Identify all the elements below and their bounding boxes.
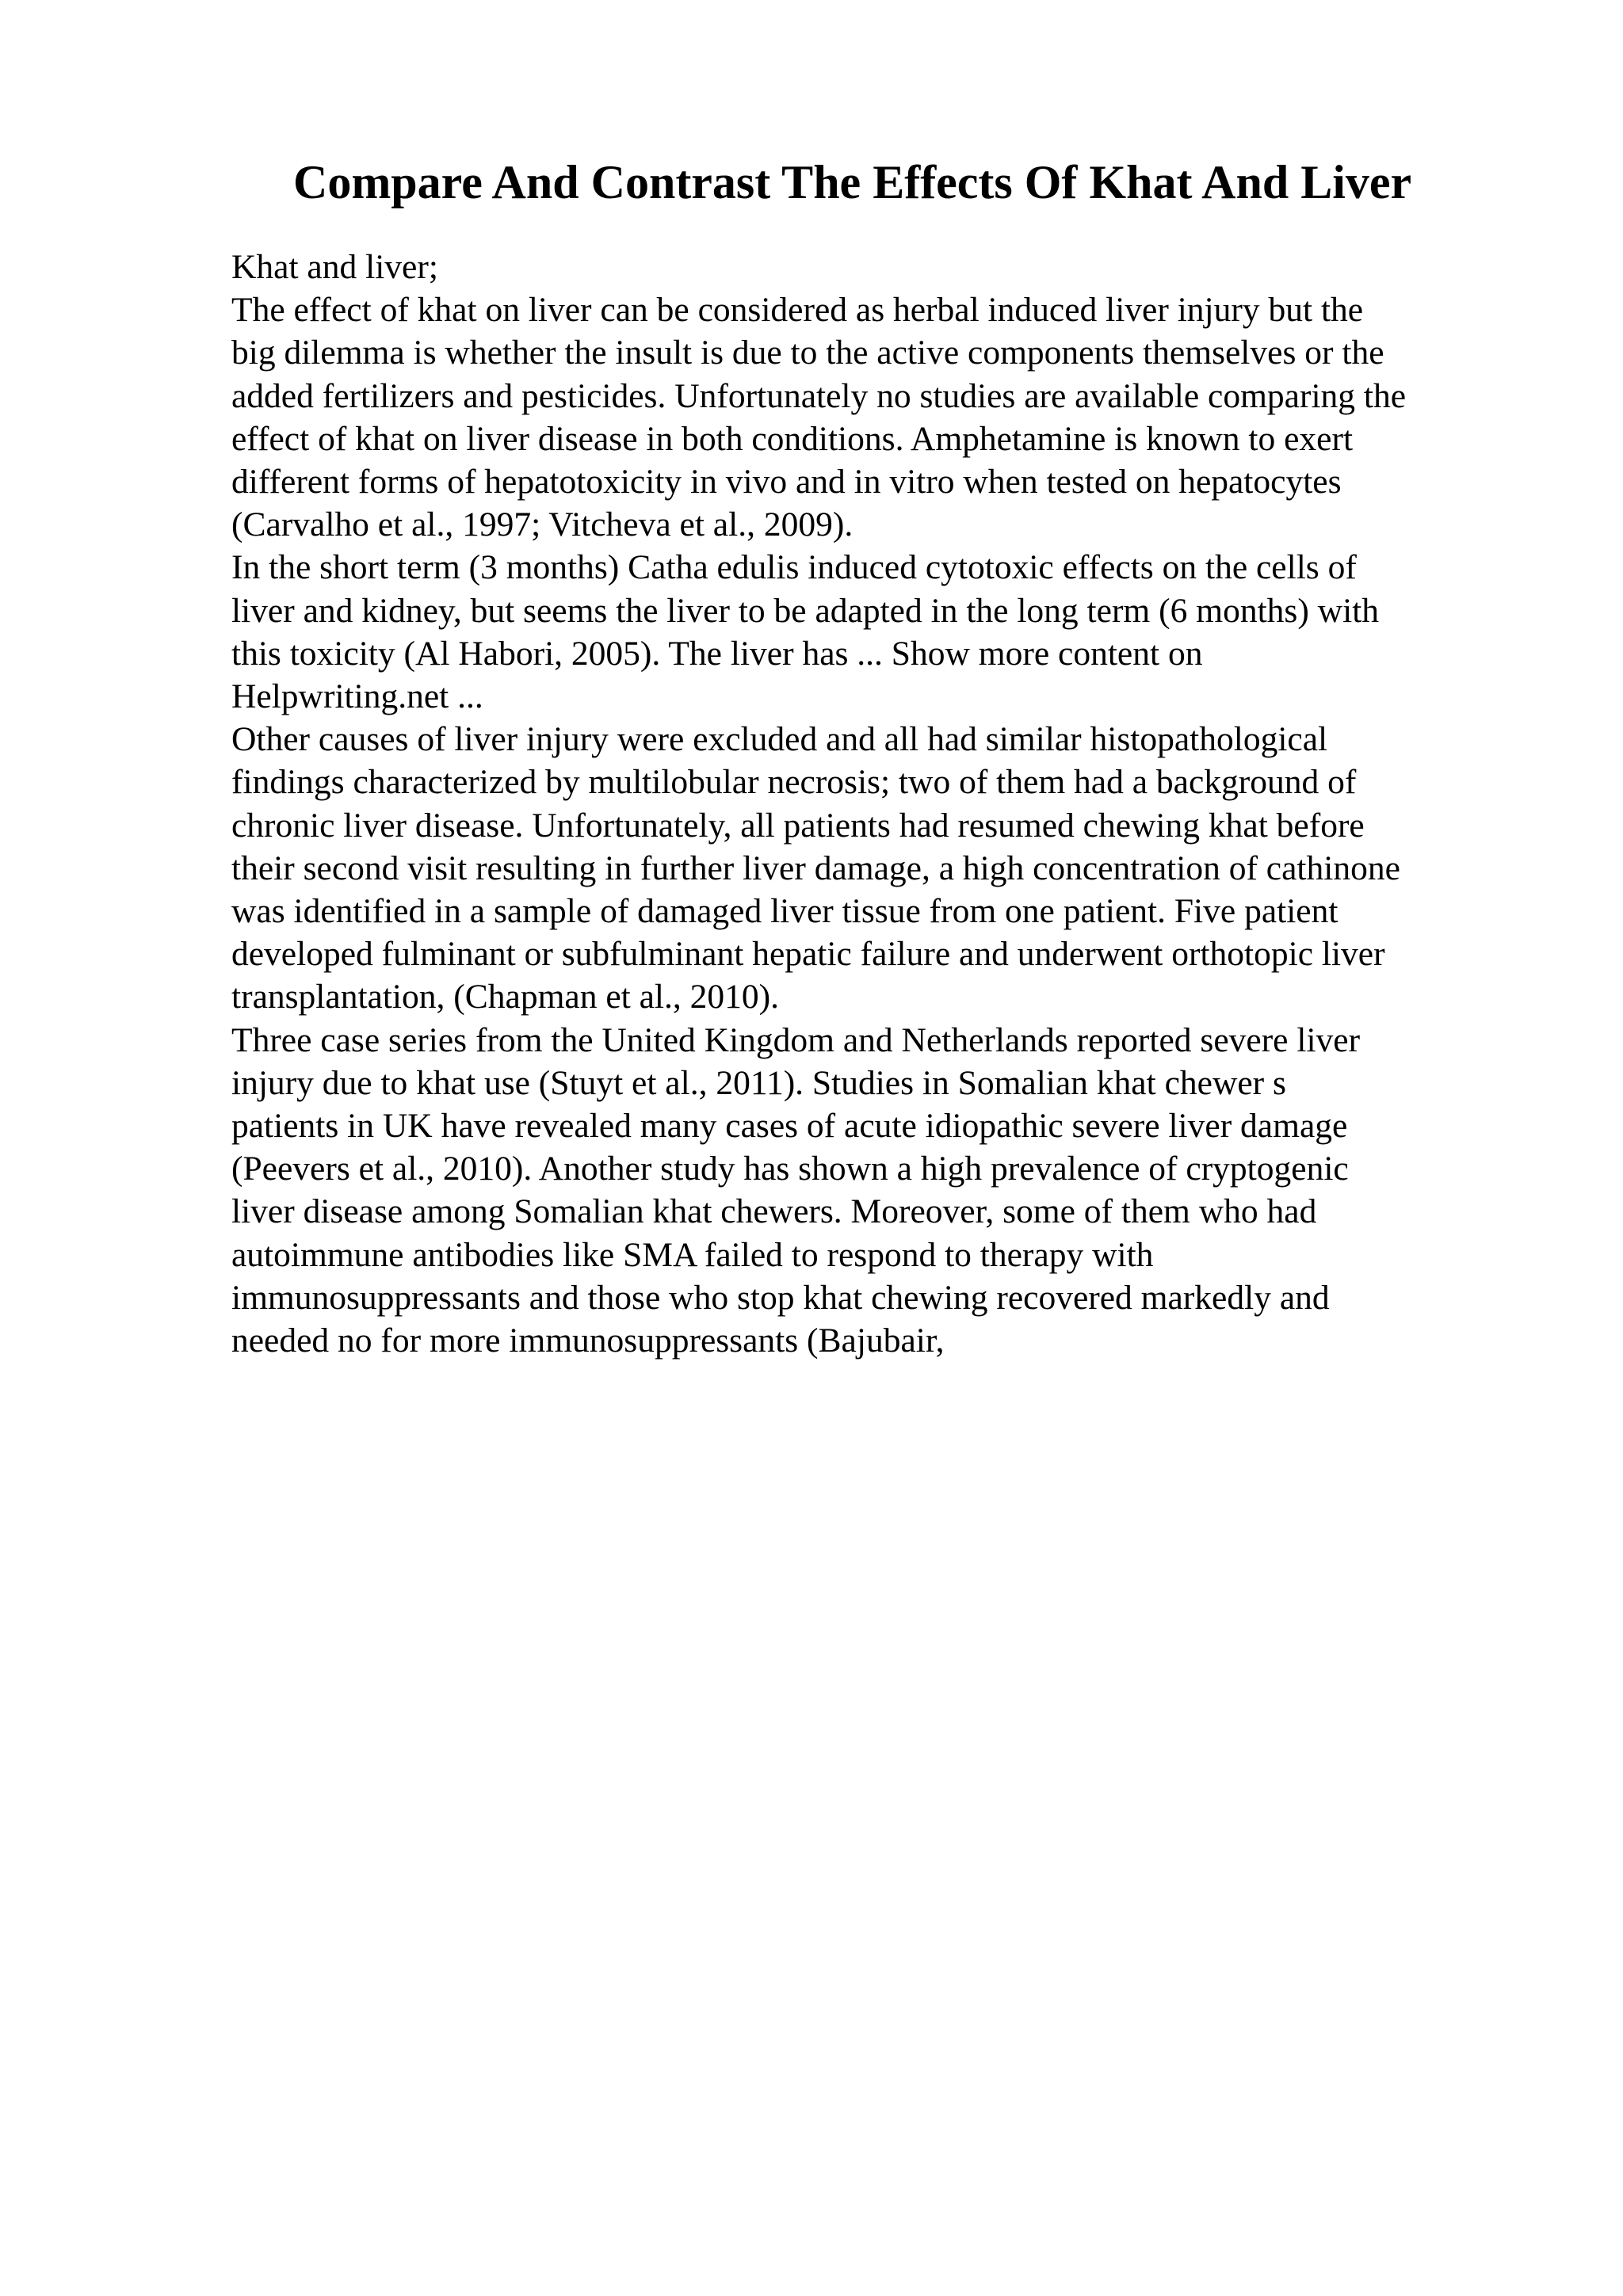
text-line: effect of khat on liver disease in both conditions. Amphetamine is known to exert [231, 419, 1354, 458]
text-line: developed fulminant or subfulminant hepatic failure and underwent orthotopic liver [231, 935, 1385, 974]
text-line: was identified in a sample of damaged liver tissue from one patient. Five patient [231, 892, 1338, 931]
text-line: (Carvalho et al., 1997; Vitcheva et al., 2009). [231, 505, 854, 544]
document-body [231, 246, 1515, 1362]
text-line: Helpwriting.net ... [231, 677, 483, 716]
text-line: transplantation, (Chapman et al., 2010). [231, 978, 779, 1016]
document-title: Compare And Contrast The Effects Of Khat And Liver [293, 156, 1412, 208]
text-line: added fertilizers and pesticides. Unfortunately no studies are available comparing the [231, 376, 1407, 415]
text-line: In the short term (3 months) Catha edulis induced cytotoxic effects on the cells of [231, 548, 1357, 587]
text-line: chronic liver disease. Unfortunately, all patients had resumed chewing khat before [231, 806, 1365, 845]
text-line: immunosuppressants and those who stop khat chewing recovered markedly and [231, 1278, 1330, 1317]
text-line: injury due to khat use (Stuyt et al., 2011). Studies in Somalian khat chewer s [231, 1063, 1286, 1102]
text-line: liver disease among Somalian khat chewers. Moreover, some of them who had [231, 1192, 1317, 1231]
text-line: this toxicity (Al Habori, 2005). The liver has ... Show more content on [231, 634, 1203, 673]
text-line: Khat and liver; [231, 248, 438, 286]
text-line: their second visit resulting in further liver damage, a high concentration of cathinone [231, 849, 1400, 887]
text-line: Three case series from the United Kingdom and Netherlands reported severe liver [231, 1020, 1361, 1059]
text-line: needed no for more immunosuppressants (Bajubair, [231, 1322, 945, 1360]
text-line: autoimmune antibodies like SMA failed to respond to therapy with [231, 1235, 1154, 1274]
text-line: findings characterized by multilobular necrosis; two of them had a background of [231, 763, 1357, 802]
text-line: Other causes of liver injury were excluded and all had similar histopathological [231, 720, 1328, 759]
text-line: (Peevers et al., 2010). Another study has shown a high prevalence of cryptogenic [231, 1150, 1349, 1188]
text-line: The effect of khat on liver can be considered as herbal induced liver injury but the [231, 291, 1364, 330]
text-line: different forms of hepatotoxicity in vivo and in vitro when tested on hepatocytes [231, 463, 1342, 502]
text-line: big dilemma is whether the insult is due to the active components themselves or the [231, 334, 1384, 372]
text-line: patients in UK have revealed many cases of acute idiopathic severe liver damage [231, 1107, 1348, 1146]
text-line: liver and kidney, but seems the liver to be adapted in the long term (6 months) with [231, 591, 1380, 630]
